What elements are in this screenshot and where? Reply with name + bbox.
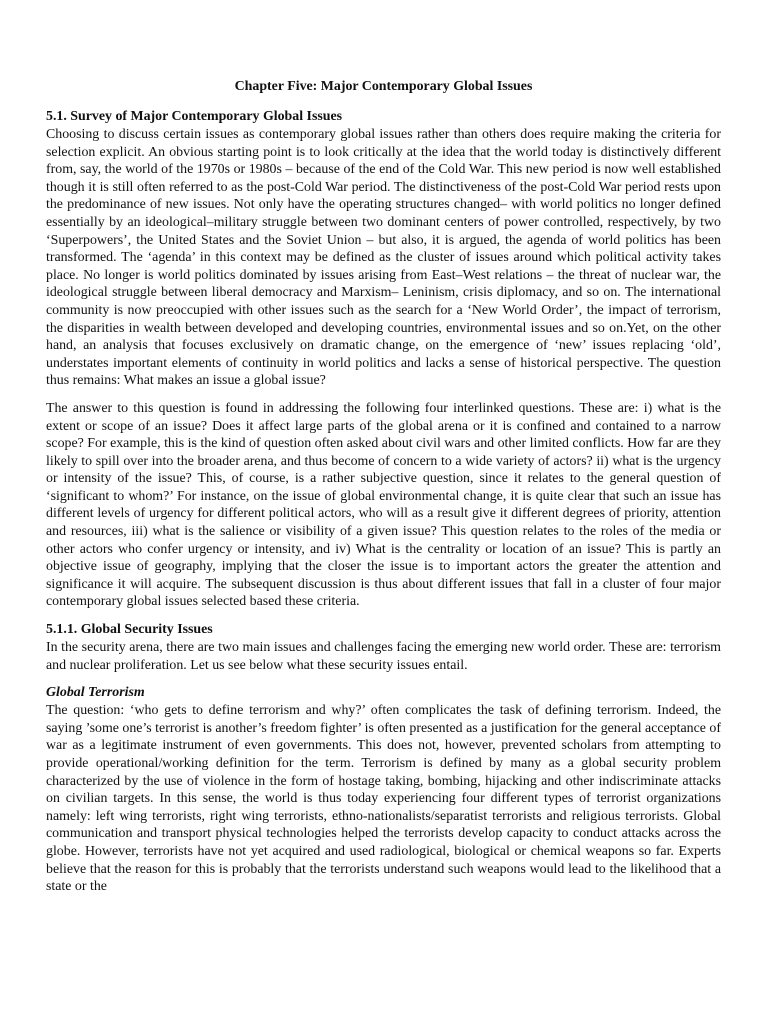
- section-5-1-paragraph-2: The answer to this question is found in addressing the following four interlinked questions. These are: i) what is the extent or scope of an issue? Does it affect large parts of the global arena or it is confined and contained to a narrow scope? For example, this is the kind of question often asked about civil wars and other limited conflicts. How far are they likely to spill over into the broader arena, and thus become of concern to a wide variety of actors? ii) what is the urgency or intensity of the issue? This, of course, is a rather subjective question, since it relates to the general question of ‘significant to whom?’ For instance, on the issue of global environmental change, it is quite clear that such an issue has different levels of urgency for different political actors, who will as a result give it different degrees of priority, attention and resources, iii) what is the salience or visibility of a given issue? This question relates to the roles of the media or other actors who confer urgency or intensity, and iv) What is the centrality or location of an issue? This is partly an objective issue of geography, implying that the closer the issue is to important actors the greater the attention and significance it will acquire. The subsequent discussion is thus about different issues that fall in a cluster of four major contemporary global issues selected based these criteria.: [46, 400, 721, 610]
- document-page: [46, 78, 721, 896]
- paragraph-gap: [46, 390, 721, 400]
- section-5-1-1-paragraph: In the security arena, there are two main issues and challenges facing the emerging new world order. These are: terrorism and nuclear proliferation. Let us see below what these security issues entail.: [46, 640, 721, 673]
- paragraph-gap: [46, 674, 721, 684]
- section-heading-5-1-1: 5.1.1. Global Security Issues: [46, 622, 213, 638]
- chapter-title: Chapter Five: Major Contemporary Global Issues: [234, 79, 533, 94]
- section-5-1-paragraph-1: Choosing to discuss certain issues as contemporary global issues rather than others does require making the criteria for selection explicit. An obvious starting point is to look critically at the idea that the world today is distinctively different from, say, the world of the 1970s or 1980s – because of the end of the Cold War. This new period is now well established though it is still often referred to as the post-Cold War period. The distinctiveness of the post-Cold War period rests upon the predominance of new issues. Not only have the operating structures changed– with world politics no longer defined essentially by an ideological–military struggle between two dominant centers of power controlled, respectively, by two ‘Superpowers’, the United States and the Soviet Union – but also, it is argued, the agenda of world politics has been transformed. The ‘agenda’ in this context may be defined as the cluster of issues around which political activity takes place. No longer is world politics dominated by issues arising from East–West relations – the threat of nuclear war, the ideological struggle between liberal democracy and Marxism– Leninism, crisis diplomacy, and so on. The international community is now preoccupied with other issues such as the search for a ‘New World Order’, the impact of terrorism, the disparities in wealth between developed and developing countries, environmental issues and so on.Yet, on the other hand, an analysis that focuses exclusively on dramatic change, on the emergence of ‘new’ issues replacing ‘old’, understates important elements of continuity in world politics and lacks a sense of historical perspective. The question thus remains: What makes an issue a global issue?: [46, 127, 721, 389]
- global-terrorism-paragraph: The question: ‘who gets to define terrorism and why?’ often complicates the task of defining terrorism. Indeed, the saying ’some one’s terrorist is another’s freedom fighter’ is often presented as a justification for the general acceptance of war as a legitimate instrument of even governments. This does not, however, prevented scholars from attempting to provide operational/working definition for the term. Terrorism is defined by many as a global security problem characterized by the use of violence in the form of hostage taking, bombing, hijacking and other indiscriminate attacks on civilian targets. In this sense, the world is thus today experiencing four different types of terrorist organizations namely: left wing terrorists, right wing terrorists, ethno-nationalists/separatist terrorists and religious terrorists. Global communication and transport physical technologies helped the terrorists develop capacity to conduct attacks across the globe. However, terrorists have not yet acquired and used radiological, biological or chemical weapons so far. Experts believe that the reason for this is probably that the terrorists understand such weapons would lead to the likelihood that a state or the: [46, 703, 721, 895]
- global-terrorism-heading: Global Terrorism: [46, 685, 145, 701]
- section-heading-5-1: 5.1. Survey of Major Contemporary Global Issues: [46, 109, 343, 124]
- paragraph-gap: [46, 611, 721, 621]
